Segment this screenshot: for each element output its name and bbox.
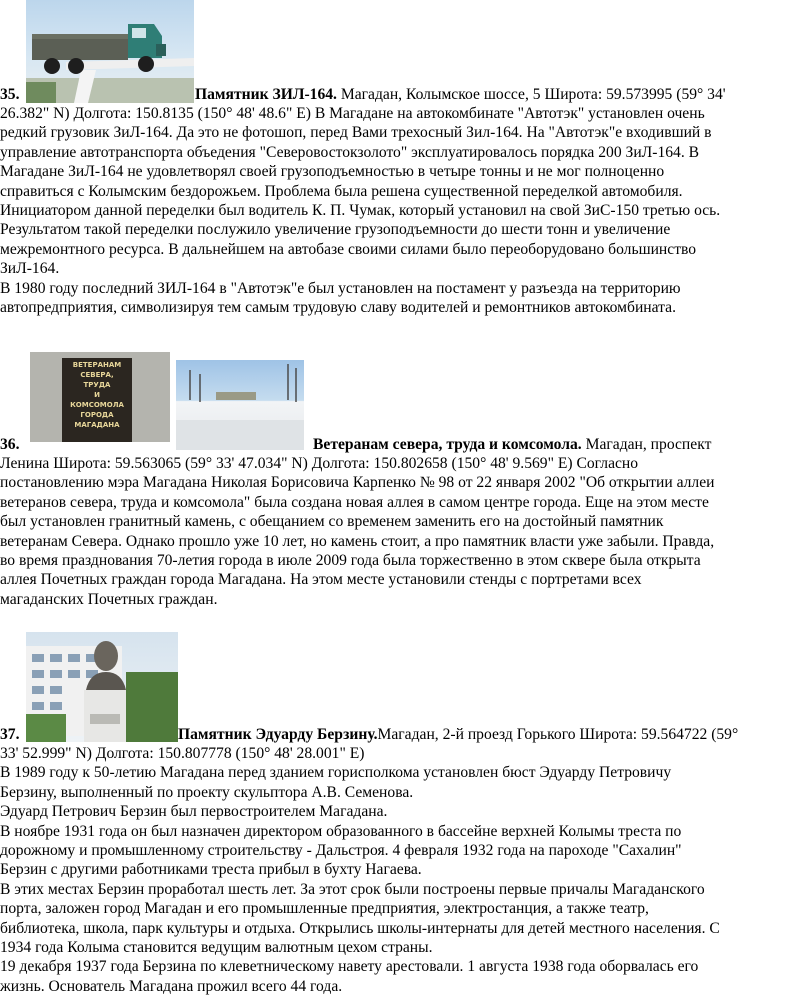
body-line: был установлен гранитный камень, с обещанием со временем заменить его на достойный памятник <box>0 513 664 531</box>
body-line: Магадан, 2-й проезд Горького Широта: 59.564722 (59° <box>377 726 739 743</box>
stone-plaque <box>62 360 132 430</box>
item-number: 37. <box>0 726 20 743</box>
body-line: Берзину, выполненный по проекту скульптора А.В. Семенова. <box>0 783 414 801</box>
body-line: ЗиЛ-164. <box>0 260 60 278</box>
body-line: дорожному и промышленному строительству - Дальстроя. 4 февраля 1932 года на пароходе "Сахалин" <box>0 842 682 860</box>
body-line: автопредприятия, символизируя тем самым трудовую славу водителей и ремонтников автокомбината. <box>0 299 676 317</box>
body-line: жизнь. Основатель Магадана прожил всего 44 года. <box>0 977 343 995</box>
section-title: Ветеранам севера, труда и комсомола. <box>313 436 582 453</box>
body-line: Эдуард Петрович Берзин был первостроителем Магадана. <box>0 803 388 821</box>
stone-text-line: ВЕТЕРАНАМ <box>72 361 122 369</box>
body-line: 26.382" N) Долгота: 150.8135 (150° 48' 48.6" E) В Магадане на автокомбинате "Автотэк" установлен очень <box>0 105 705 122</box>
stone-text-line: ГОРОДА <box>80 411 114 419</box>
body-line: межремонтного ресурса. В дальнейшем на автобазе своими силами было переоборудовано большинство <box>0 240 697 258</box>
body-line: ветеранов севера, труда и комсомола" была создана новая аллея в самом центре города. Еще на этом месте <box>0 493 709 511</box>
body-line: Магадан, проспект <box>581 436 712 453</box>
zil-164-monument-photo <box>26 0 194 103</box>
stone-text-line: И <box>94 391 100 399</box>
body-line: магаданских Почетных граждан. <box>0 590 218 608</box>
body-line: Результатом такой переделки послужило увеличение грузоподъемности до шести тонн и увеличение <box>0 221 671 239</box>
winter-alley-photo <box>176 360 304 450</box>
body-line: Магадане ЗиЛ-164 не удовлетворял своей грузоподъемностью в четыре тонны и не мог полноценно <box>0 163 665 181</box>
body-line: 1934 года Колыма становится ведущим валютным цехом страны. <box>0 939 433 957</box>
veterans-stone-photo <box>30 352 170 442</box>
body-line: порта, заложен город Магадан и его промышленные предприятия, электростанция, а также театр, <box>0 900 649 918</box>
section-title: Памятник Эдуарду Берзину. <box>178 726 378 743</box>
stone-text-line: ТРУДА <box>83 381 111 389</box>
body-line: Инициатором данной переделки был водитель К. П. Чумак, который установил на свой ЗиС-150 третью ось. <box>0 202 721 220</box>
body-line: Берзин с другими работниками треста прибыл в бухту Нагаева. <box>0 861 422 879</box>
body-line: во время празднования 70-летия города в июле 2009 года была торжественно в этом сквере была открыта <box>0 552 701 570</box>
section-35 <box>0 0 790 317</box>
body-line: В ноябре 1931 года он был назначен директором образованного в бассейне верхней Колымы треста по <box>0 822 682 840</box>
item-number: 36. <box>0 436 20 453</box>
stone-text-line: МАГАДАНА <box>74 421 120 429</box>
body-line: редкий грузовик ЗиЛ-164. Да это не фотошоп, перед Вами трехосный Зил-164. На "Автотэк"е входивший в <box>0 124 712 142</box>
body-line: ветеранам Севера. Однако прошло уже 10 лет, но камень стоит, а про памятник власти уже забыли. Правда, <box>0 532 715 550</box>
section-title: Памятник ЗИЛ-164. <box>195 86 337 103</box>
body-line: Магадан, Колымское шоссе, 5 Широта: 59.573995 (59° 34' <box>336 86 726 103</box>
section-36 <box>0 352 790 608</box>
body-line: библиотека, школа, парк культуры и отдыха. Открылись школы-интернаты для детей местного населения. С <box>0 919 720 937</box>
section-37 <box>0 632 790 995</box>
body-line: В 1989 году к 50-летию Магадана перед зданием горисполкома установлен бюст Эдуарду Петровичу <box>0 764 672 782</box>
body-line: справиться с Колымским бездорожьем. Проблема была решена существенной переделкой автомобиля. <box>0 182 683 200</box>
body-line: 19 декабря 1937 года Берзина по клеветническому навету арестовали. 1 августа 1938 года оборвалась его <box>0 958 699 976</box>
body-line: аллея Почетных граждан города Магадана. На этом месте установили стенды с портретами всех <box>0 571 642 589</box>
body-line: постановлению мэра Магадана Николая Борисовича Карпенко № 98 от 22 января 2002 "Об открытии аллеи <box>0 474 715 492</box>
stone-text-line: КОМСОМОЛА <box>70 401 124 409</box>
stone-text-line: СЕВЕРА, <box>80 371 114 379</box>
body-line: Ленина Широта: 59.563065 (59° 33' 47.034" N) Долгота: 150.802658 (150° 48' 9.569" E) Согласно <box>0 455 639 472</box>
berzin-bust-photo <box>26 632 178 742</box>
body-line: управление автотранспорта объедения "Северовостокзолото" эксплуатировалось порядка 200 ЗиЛ-164. В <box>0 143 700 161</box>
body-line: В этих местах Берзин проработал шесть лет. За этот срок были построены первые причалы Магаданского <box>0 880 705 898</box>
item-number: 35. <box>0 86 20 103</box>
body-line: В 1980 году последний ЗИЛ-164 в "Автотэк"е был установлен на постамент у разъезда на территорию <box>0 279 681 297</box>
body-line: 33' 52.999" N) Долгота: 150.807778 (150° 48' 28.001" E) <box>0 745 365 762</box>
